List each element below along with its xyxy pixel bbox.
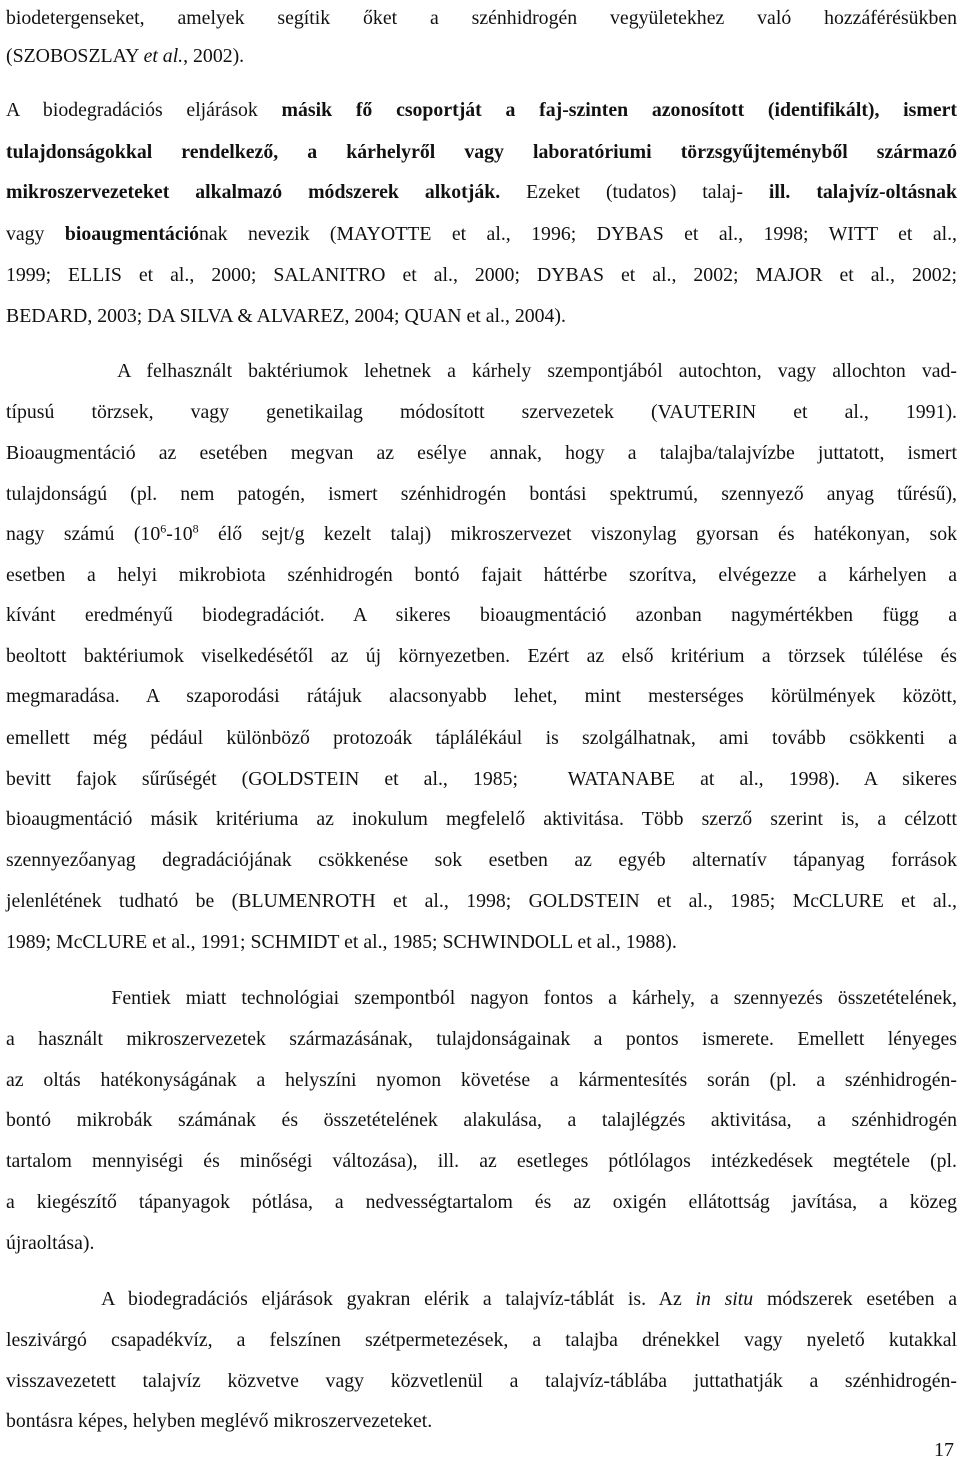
text-run: Ezeket (tudatos) talaj-	[500, 181, 769, 203]
text-line	[6, 1147, 957, 1175]
text-line	[6, 601, 957, 629]
text-run: bontó mikrobák számának és összetételének alakulása, a talajlégzés aktivitása, a szénhidrogén	[6, 1109, 957, 1131]
text-line	[6, 642, 957, 670]
text-run: szennyezőanyag degradációjának csökkenése sok esetben az egyéb alternatív tápanyag források	[6, 849, 957, 871]
text-line	[6, 1106, 957, 1134]
text-line	[6, 261, 957, 289]
text-line	[6, 302, 957, 330]
text-line	[6, 928, 957, 956]
text-line	[6, 1285, 957, 1313]
text-run: beoltott baktériumok viselkedésétől az új környezetben. Ezért az első kritérium a törzsek túlélése és	[6, 645, 957, 667]
text-run: típusú törzsek, vagy genetikailag módosított szervezetek (VAUTERIN et al., 1991).	[6, 401, 957, 423]
text-run: A felhasznált baktériumok lehetnek a kárhely szempontjából autochton, vagy allochton vad-	[6, 360, 957, 382]
text-run: bevitt fajok sűrűségét (GOLDSTEIN et al., 1985; WATANABE at al., 1998). A sikeres	[6, 768, 957, 790]
text-run: a kiegészítő tápanyagok pótlása, a nedvességtartalom és az oxigén ellátottság javítása, a közeg	[6, 1191, 957, 1213]
text-run: emellett még pédául különböző protozoák táplálékául is szolgálhatnak, ami tovább csökkenti a	[6, 727, 957, 749]
text-run: visszavezetett talajvíz közvetve vagy közvetlenül a talajvíz-táblába juttathatják a szénhidrogén-	[6, 1370, 957, 1392]
text-line	[6, 846, 957, 874]
text-line	[6, 1188, 957, 1216]
text-run: mikroszervezeteket alkalmazó módszerek alkotják.	[6, 181, 501, 203]
text-run: esetben a helyi mikrobiota szénhidrogén bontó fajait háttérbe szorítva, elvégezze a kárhelyen a	[6, 564, 957, 586]
text-line	[6, 4, 957, 32]
text-run: másik fő csoportját a faj-szinten azonosított (identifikált), ismert	[281, 99, 957, 121]
text-line	[6, 520, 957, 548]
text-run: bioaugmentáció másik kritériuma az inokulum megfelelő aktivitása. Több szerző szerint is, a célzott	[6, 808, 957, 830]
text-line	[6, 1367, 957, 1395]
text-run: biodetergenseket, amelyek segítik őket a szénhidrogén vegyületekhez való hozzáférésükben	[6, 7, 957, 29]
superscript: 8	[192, 521, 199, 536]
text-run: -10	[166, 523, 193, 545]
text-run: tulajdonságú (pl. nem patogén, ismert szénhidrogén bontási spektrumú, szennyező anyag tűrésű),	[6, 483, 957, 505]
text-line	[6, 42, 957, 70]
text-line	[6, 439, 957, 467]
text-line	[6, 984, 957, 1012]
text-line	[6, 724, 957, 752]
text-run: , 2002).	[183, 45, 245, 67]
text-line	[6, 220, 957, 248]
text-run: jelenlétének tudható be (BLUMENROTH et al., 1998; GOLDSTEIN et al., 1985; McCLURE et al.,	[6, 890, 957, 912]
text-line	[6, 1407, 957, 1435]
text-run: nagy számú (10	[6, 523, 161, 545]
text-run: módszerek esetében a	[753, 1288, 957, 1310]
text-run: bontásra képes, helyben meglévő mikroszervezeteket.	[6, 1410, 433, 1432]
text-run: az oltás hatékonyságának a helyszíni nyomon követése a kármentesítés során (pl. a szénhidrogén-	[6, 1069, 957, 1091]
text-run: nak nevezik (MAYOTTE et al., 1996; DYBAS et al., 1998; WITT et al.,	[198, 223, 957, 245]
text-line	[6, 1326, 957, 1354]
text-run: BEDARD, 2003; DA SILVA & ALVAREZ, 2004; QUAN et al., 2004).	[6, 305, 566, 327]
page-number: 17	[934, 1439, 954, 1461]
text-run: tulajdonságokkal rendelkező, a kárhelyről vagy laboratóriumi törzsgyűjteményből származó	[6, 141, 957, 163]
text-run: Bioaugmentáció az esetében megvan az esélye annak, hogy a talajba/talajvízbe juttatott, ismert	[6, 442, 957, 464]
text-line	[6, 398, 957, 426]
text-run: Fentiek miatt technológiai szempontból nagyon fontos a kárhely, a szennyezés összetételének,	[6, 987, 957, 1009]
text-line	[6, 480, 957, 508]
text-run: 1989; McCLURE et al., 1991; SCHMIDT et al., 1985; SCHWINDOLL et al., 1988).	[6, 931, 677, 953]
text-line	[6, 1229, 957, 1257]
text-line	[6, 765, 957, 793]
text-run: A biodegradációs eljárások gyakran elérik a talajvíz-táblát is. Az	[6, 1288, 696, 1310]
text-run: ill. talajvíz-oltásnak	[768, 181, 957, 203]
text-run: bioaugmentáció	[64, 223, 199, 245]
text-run: kívánt eredményű biodegradációt. A sikeres bioaugmentáció azonban nagymértékben függ a	[6, 604, 957, 626]
text-line	[6, 96, 957, 124]
text-line	[6, 805, 957, 833]
text-run: újraoltása).	[6, 1232, 95, 1254]
text-run: leszivárgó csapadékvíz, a felszínen szétpermetezések, a talajba drénekkel vagy nyelető kutakkal	[6, 1329, 957, 1351]
text-line	[6, 561, 957, 589]
text-line	[6, 178, 957, 206]
text-line	[6, 357, 957, 385]
text-run: in situ	[695, 1288, 754, 1310]
text-run: tartalom mennyiségi és minőségi változása), ill. az esetleges pótlólagos intézkedések megtétele (pl.	[6, 1150, 957, 1172]
text-run: et al.	[143, 45, 184, 67]
text-run: 1999; ELLIS et al., 2000; SALANITRO et al., 2000; DYBAS et al., 2002; MAJOR et al., 2002;	[6, 264, 957, 286]
text-run: vagy	[6, 223, 65, 245]
text-line	[6, 138, 957, 166]
text-run: (SZOBOSZLAY	[6, 45, 144, 67]
text-line	[6, 887, 957, 915]
text-run: a használt mikroszervezetek származásának, tulajdonságainak a pontos ismerete. Emellett lényeges	[6, 1028, 957, 1050]
superscript: 6	[160, 521, 167, 536]
text-run: élő sejt/g kezelt talaj) mikroszervezet viszonylag gyorsan és hatékonyan, sok	[198, 523, 957, 545]
text-run: A biodegradációs eljárások	[6, 99, 282, 121]
text-line	[6, 1066, 957, 1094]
text-line	[6, 1025, 957, 1053]
text-run: megmaradása. A szaporodási rátájuk alacsonyabb lehet, mint mesterséges körülmények között,	[6, 685, 957, 707]
text-line	[6, 682, 957, 710]
